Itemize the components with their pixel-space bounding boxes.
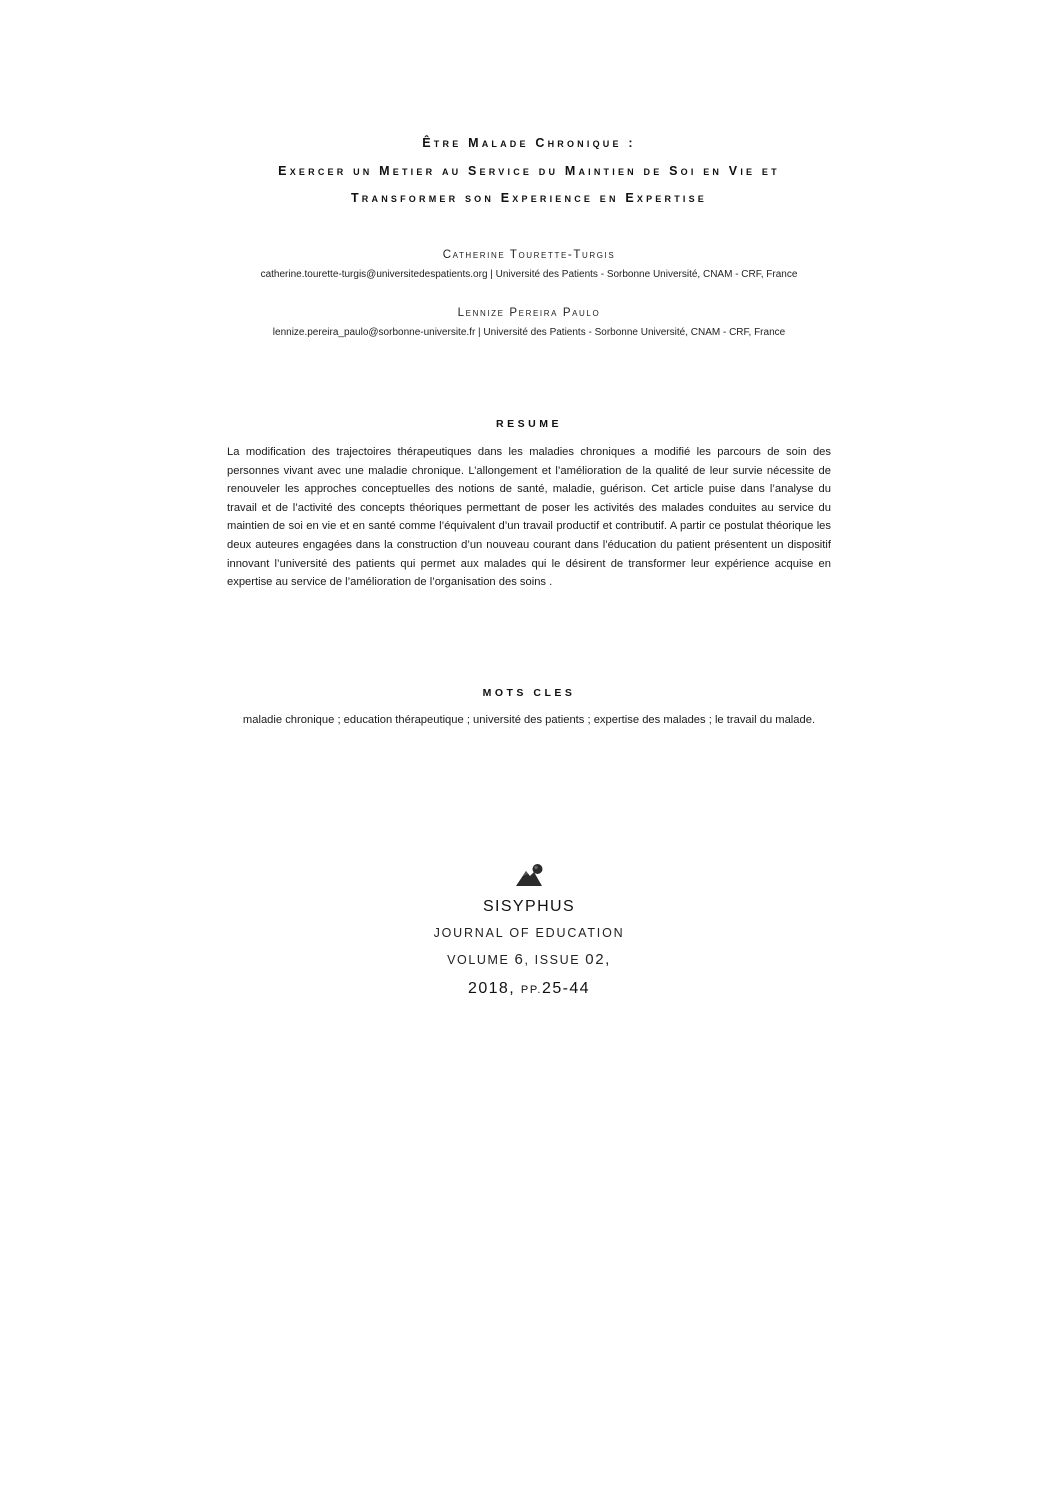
keywords-heading: MOTS CLES [482, 687, 576, 699]
author-affiliation: lennize.pereira_paulo@sorbonne-universite.fr | Université des Patients - Sorbonne Université, CNAM - CRF, France [272, 327, 786, 338]
journal-volume-issue: VOLUME 6, ISSUE 02, [447, 951, 611, 968]
issue-number: 02 [585, 951, 606, 968]
volume-number: 6 [514, 951, 525, 968]
abstract-heading: RESUME [496, 418, 562, 430]
article-title [150, 130, 908, 213]
keywords-text: maladie chronique ; education thérapeutique ; université des patients ; expertise des malades ; le travail du malade. [242, 714, 816, 726]
journal-year-pages [329, 978, 729, 1001]
page-range: 25-44 [542, 980, 590, 997]
sisyphus-logo-icon [514, 862, 544, 888]
title-line-2: Exercer un Metier au Service du Maintien de Soi en Vie et [278, 163, 780, 178]
journal-subtitle: JOURNAL OF EDUCATION [433, 926, 625, 940]
journal-name: SISYPHUS [482, 898, 576, 915]
author-1 [150, 247, 908, 283]
title-line-1: Être Malade Chronique : [422, 136, 636, 150]
abstract-text: La modification des trajectoires thérapeutiques dans les maladies chroniques a modifié les parcours de soin des personnes vivant avec une maladie chronique. L’allongement et l’amélioration de la qualité de leur survie nécessite de renouveler les approches conceptuelles des notions de santé, maladie, guérison. Cet article puise dans l’analyse du travail et de l’activité des concepts théoriques permettant de poser les activités des malades conduites au service du maintien de soi en vie et en santé comme l’équivalent d’un travail productif et contributif. A partir ce postulat théorique les deux auteures engagées dans la construction d’un nouveau courant dans l’éducation du patient présentent un dispositif innovant l’université des patients qui permet aux malades qui le désirent de transformer leur expérience acquise en expertise au service de l’amélioration de l’organisation des soins . [227, 446, 831, 589]
volume-label: VOLUME [447, 953, 510, 967]
year: 2018, [468, 980, 516, 997]
pages-label: PP. [520, 984, 543, 996]
author-name: Lennize Pereira Paulo [457, 307, 601, 319]
journal-info [329, 862, 729, 1001]
author-affiliation: catherine.tourette-turgis@universitedespatients.org | Université des Patients - Sorbonne Université, CNAM - CRF, France [260, 269, 798, 280]
author-name: Catherine Tourette-Turgis [442, 249, 616, 261]
title-line-3: Transformer son Experience en Expertise [350, 191, 708, 205]
author-2 [150, 305, 908, 341]
issue-label: ISSUE [534, 953, 581, 967]
